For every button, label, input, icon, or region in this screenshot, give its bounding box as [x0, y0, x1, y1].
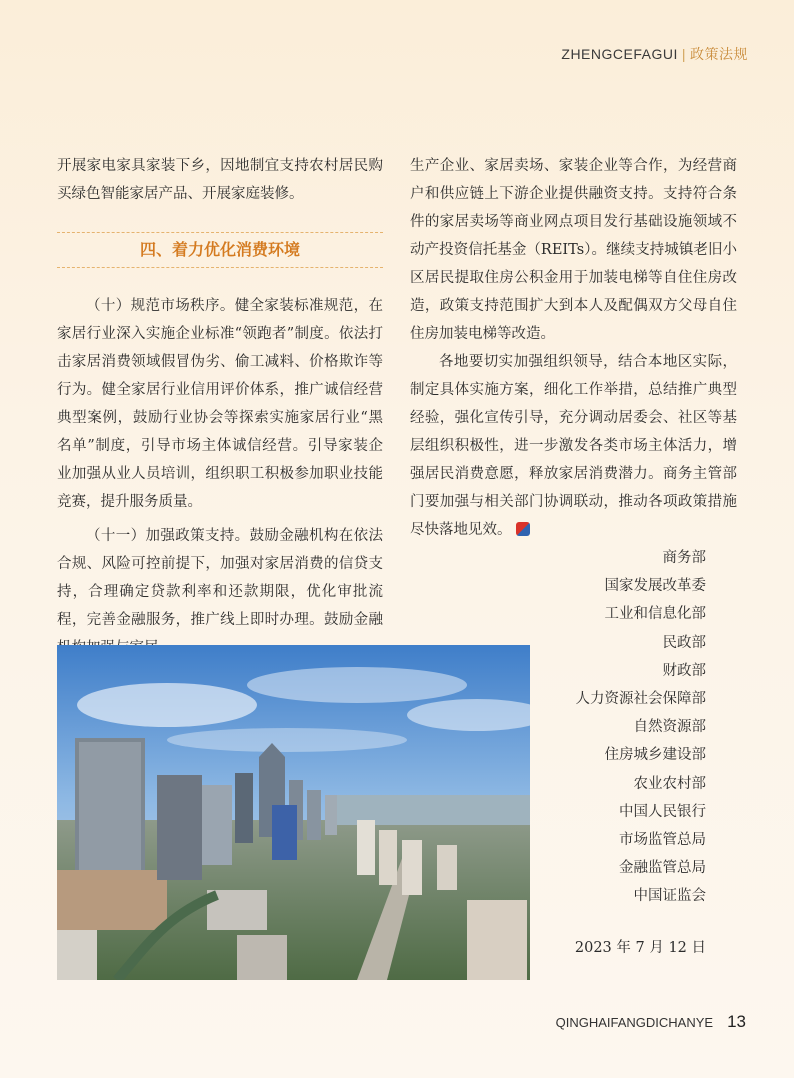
paragraph-11 — [57, 522, 383, 662]
signatory: 商务部 — [662, 550, 706, 566]
end-mark-icon — [516, 522, 530, 536]
right-paragraph-1: 生产企业、家居卖场、家装企业等合作，为经营商户和供应链上下游企业提供融资支持。支持符合条件的家居卖场等商业网点项目发行基础设施领域不动产投资信托基金（REITs）。继续支持城镇老旧小区居民提取住房公积金用于加装电梯等自住住房改造，政策支持范围扩大到本人及配偶双方父母自住住房加装电梯等改造。 — [410, 158, 737, 342]
section-title: 四、着力优化消费环境 — [139, 240, 300, 259]
signatory: 金融监管总局 — [619, 860, 706, 877]
right-paragraph-2 — [410, 348, 737, 544]
intro-paragraph: 开展家电家具家装下乡，因地制宜支持农村居民购买绿色智能家居产品、开展家庭装修。 — [57, 158, 383, 202]
section-heading — [57, 232, 383, 272]
page-number: 13 — [727, 1012, 746, 1031]
signatory: 自然资源部 — [633, 719, 706, 736]
signatory-list — [506, 544, 706, 911]
heading-bottom-rule — [57, 267, 383, 268]
signatory: 工业和信息化部 — [604, 606, 706, 623]
document-date: 2023 年 7 月 12 日 — [574, 940, 706, 956]
page-footer — [556, 1012, 746, 1032]
paragraph-10-heading: （十）规范市场秩序。 — [86, 298, 235, 314]
right-column — [410, 152, 737, 544]
signatory: 农业农村部 — [633, 775, 706, 792]
paragraph-10-body: 健全家装标准规范，在家居行业深入实施企业标准“领跑者”制度。依法打击家居消费领域假冒伪劣、偷工减料、价格欺诈等行为。健全家居行业信用评价体系，推广诚信经营典型案例，鼓励行业协会等探索实施家居行业“黑名单”制度，引导市场主体诚信经营。引导家装企业加强从业人员培训，组织职工积极参加职业技能竞赛，提升服务质量。 — [57, 298, 384, 510]
header-english: ZHENGCEFAGUI — [561, 46, 678, 62]
right-paragraph-2-text: 各地要切实加强组织领导，结合本地区实际，制定具体实施方案，细化工作举措，总结推广典型经验，强化宣传引导，充分调动居委会、社区等基层组织积极性，进一步激发各类市场主体活力，增强居民消费意愿，释放家居消费潜力。商务主管部门要加强与相关部门协调联动，推动各项政策措施尽快落地见效。 — [410, 354, 737, 538]
signatory: 市场监管总局 — [619, 832, 706, 849]
city-skyline-photo — [57, 645, 530, 980]
running-header — [561, 44, 748, 64]
header-divider: | — [681, 46, 686, 62]
magazine-name: QINGHAIFANGDICHANYE — [555, 1015, 714, 1030]
signatory: 人力资源社会保障部 — [575, 691, 706, 708]
signatory: 中国人民银行 — [619, 803, 706, 820]
left-column — [57, 152, 383, 208]
signatory: 国家发展改革委 — [604, 578, 706, 595]
left-column-body — [57, 292, 383, 662]
signatory: 住房城乡建设部 — [604, 747, 706, 764]
signatory: 民政部 — [662, 634, 706, 651]
paragraph-10 — [57, 292, 383, 516]
header-chinese: 政策法规 — [690, 47, 748, 63]
signatory: 财政部 — [662, 662, 706, 679]
paragraph-11-heading: （十一）加强政策支持。 — [86, 528, 250, 544]
signatory: 中国证监会 — [633, 888, 706, 905]
paragraph-11-body: 鼓励金融机构在依法合规、风险可控前提下，加强对家居消费的信贷支持，合理确定贷款利率和还款期限，优化审批流程，完善金融服务，推广线上即时办理。鼓励金融 — [57, 528, 384, 628]
